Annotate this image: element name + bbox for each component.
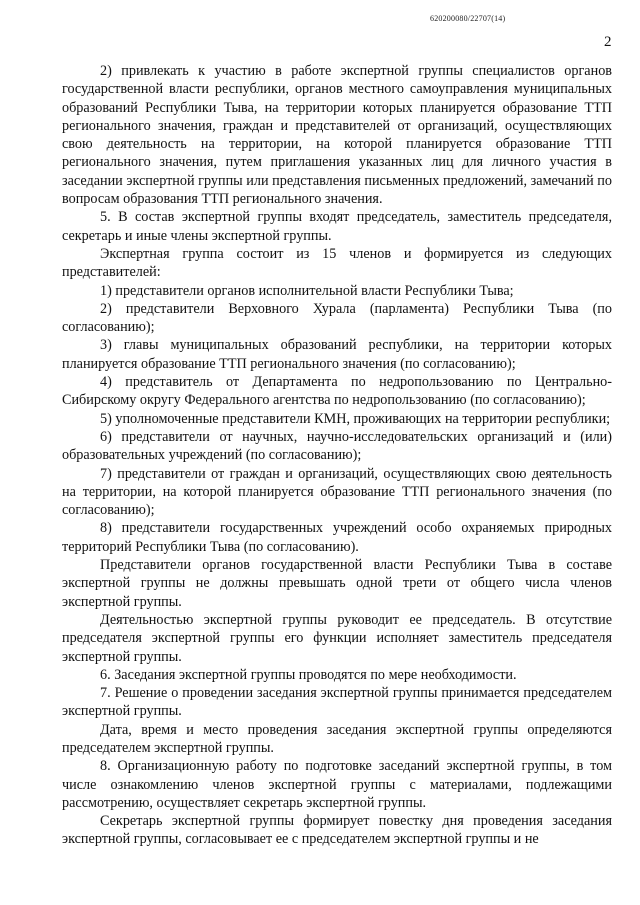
paragraph: 8. Организационную работу по подготовке заседаний экспертной группы, в том числе ознакомлению членов экспертной группы с материалами, подлежащими рассмотрению, осуществляет секретарь экспертной группы. [62, 758, 612, 811]
paragraph: Дата, время и место проведения заседания экспертной группы определяются председателем экспертной группы. [62, 721, 612, 756]
paragraph: 5. В состав экспертной группы входят председатель, заместитель председателя, секретарь и иные члены экспертной группы. [62, 209, 612, 244]
paragraph: 3) главы муниципальных образований республики, на территории которых планируется образование ТТП регионального значения (по согласованию); [62, 337, 612, 372]
paragraph: Деятельностью экспертной группы руководит ее председатель. В отсутствие председателя экспертной группы его функции исполняет заместитель председателя экспертной группы. [62, 611, 612, 665]
paragraph: 8) представители государственных учреждений особо охраняемых природных территорий Республики Тыва (по согласованию). [62, 520, 612, 555]
paragraph: 6) представители от научных, научно-исследовательских организаций и (или) образовательных учреждений (по согласованию); [62, 428, 612, 464]
paragraph: Экспертная группа состоит из 15 членов и формируется из следующих представителей: [62, 245, 612, 281]
page-number: 2 [604, 34, 612, 50]
paragraph: Представители органов государственной власти Республики Тыва в составе экспертной группы не должны превышать одной трети от общего числа членов экспертной группы. [62, 557, 612, 610]
paragraph: Секретарь экспертной группы формирует повестку дня проведения заседания экспертной группы, согласовывает ее с председателем экспертной группы и не [62, 813, 612, 848]
paragraph: 6. Заседания экспертной группы проводятся по мере необходимости. [100, 666, 517, 683]
paragraph: 2) представители Верховного Хурала (парламента) Республики Тыва (по согласованию); [62, 300, 612, 336]
paragraph: 2) привлекать к участию в работе экспертной группы специалистов органов государственной власти республики, органов местного самоуправления муниципальных образований Республики Тыва, на территории которых планируется образование ТТП регионального значения, граждан и представителей от организаций, осуществляющих свою деятельность на территории, на которой планируется образование ТТП регионального значения, путем приглашения указанных лиц для личного участия в заседании экспертной группы или представления письменных предложений, замечаний по вопросам образования ТТП регионального значения. [62, 63, 612, 208]
paragraph: 7. Решение о проведении заседания экспертной группы принимается председателем экспертной группы. [62, 685, 612, 720]
paragraph: 4) представитель от Департамента по недропользованию по Центрально-Сибирскому округу Федерального агентства по недропользованию (по согласованию); [62, 374, 612, 409]
document-id: 620200080/22707(14) [430, 14, 506, 23]
paragraph: 7) представители от граждан и организаций, осуществляющих свою деятельность на территории, на которой планируется образование ТТП регионального значения (по согласованию); [62, 465, 612, 519]
document-body [62, 62, 612, 849]
paragraph: 1) представители органов исполнительной власти Республики Тыва; [100, 282, 514, 299]
paragraph: 5) уполномоченные представители КМН, проживающих на территории республики; [100, 410, 611, 427]
